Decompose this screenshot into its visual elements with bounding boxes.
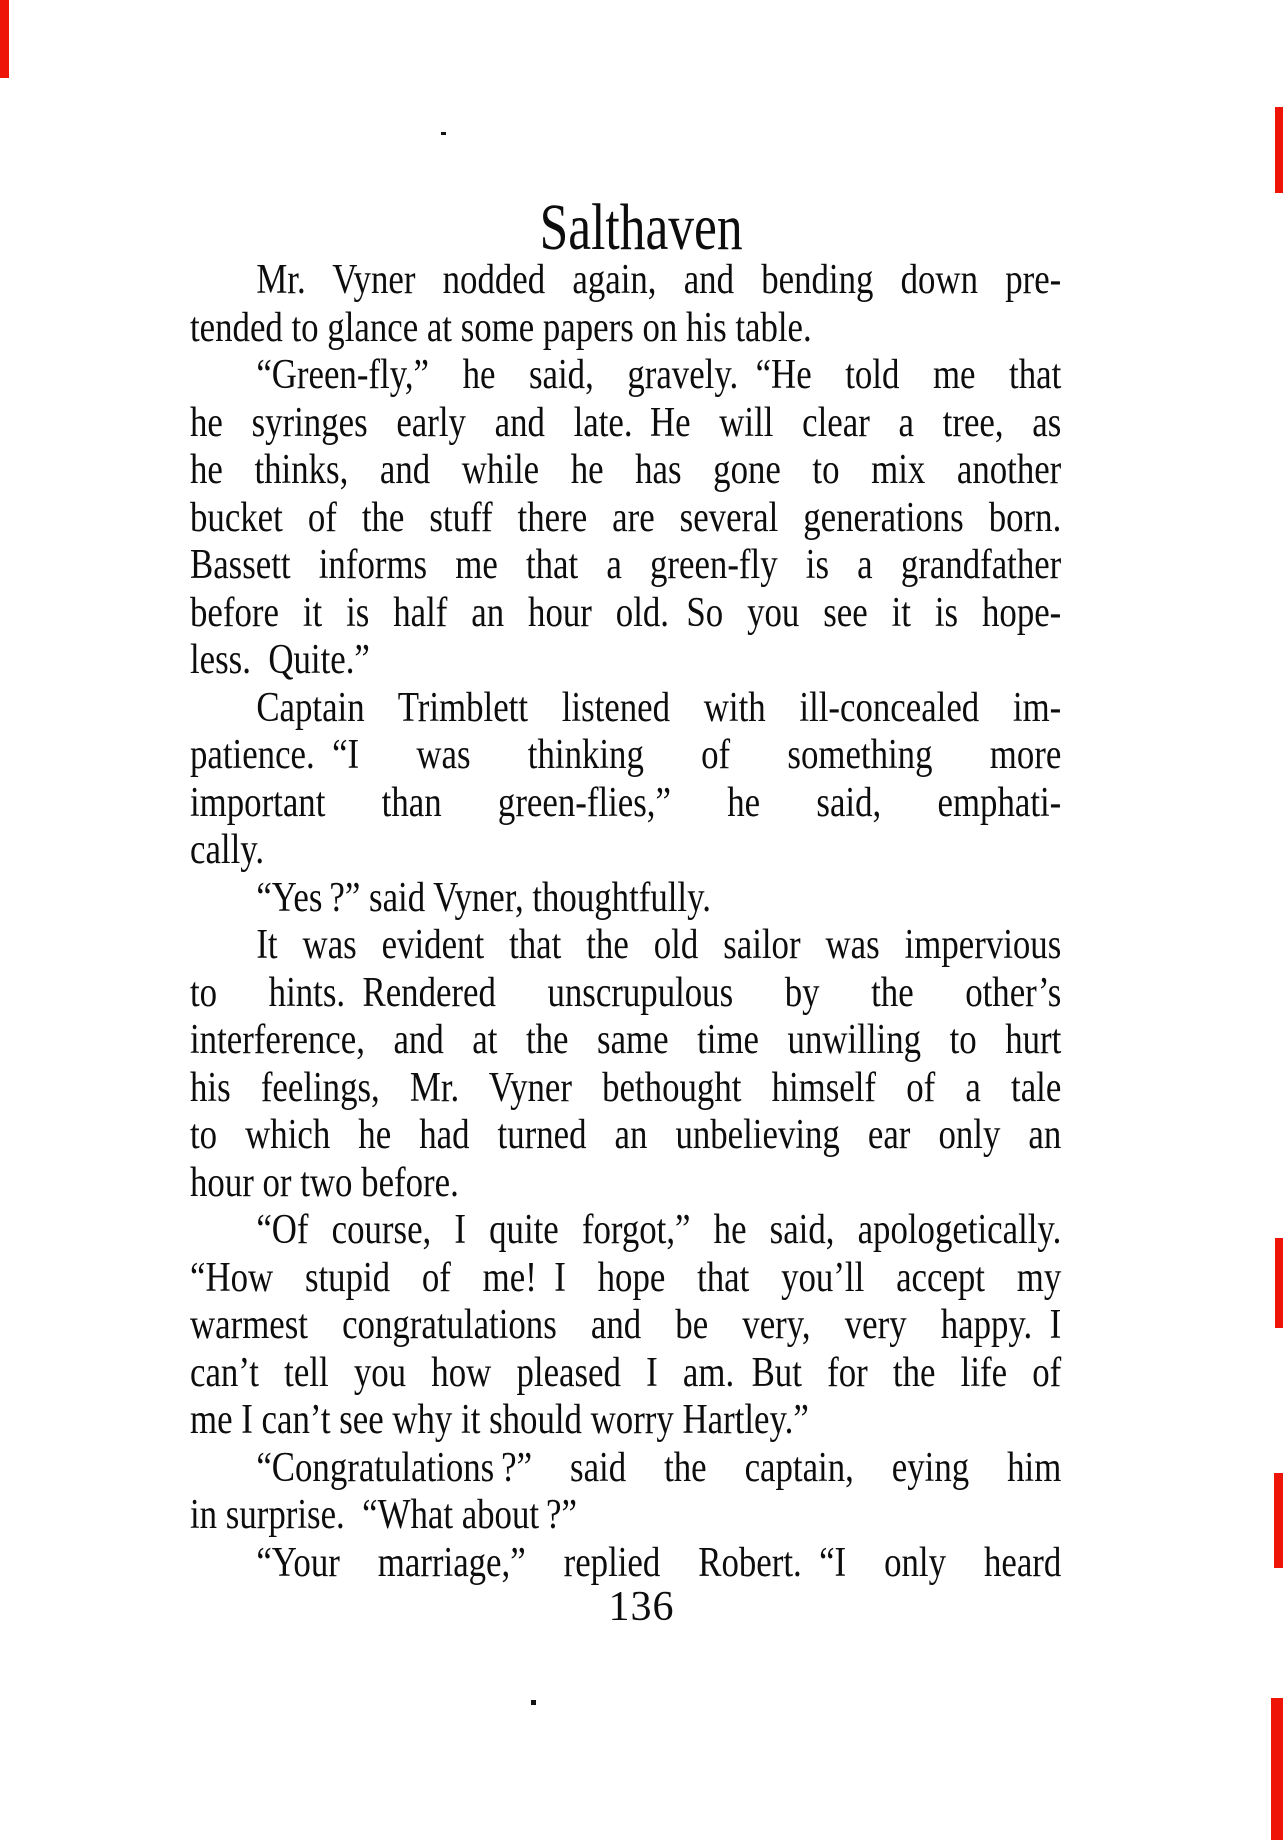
text-line: cally. (190, 827, 265, 873)
text-line: important than green-flies,” he said, emphati- (190, 779, 1062, 826)
text-line: “How stupid of me! I hope that you’ll accept my (190, 1254, 1062, 1301)
text-line: tended to glance at some papers on his table. (190, 304, 812, 351)
page-title (0, 191, 1283, 264)
text-line: interference, and at the same time unwilling to hurt (190, 1017, 1062, 1063)
text-line: “Of course, I quite forgot,” he said, apologetically. (256, 1207, 1062, 1253)
text-line: to which he had turned an unbelieving ear only an (190, 1112, 1062, 1158)
page-title-text: Salthaven (539, 191, 743, 264)
red-edge-mark (0, 0, 9, 78)
text-line: his feelings, Mr. Vyner bethought himself of a tale (190, 1064, 1062, 1111)
text-line: warmest congratulations and be very, very happy. I (190, 1302, 1062, 1348)
text-line: me I can’t see why it should worry Hartley.” (190, 1397, 809, 1443)
text-line: “Congratulations ?” said the captain, eying him (256, 1444, 1062, 1491)
text-line: bucket of the stuff there are several generations born. (190, 494, 1062, 541)
text-line: “Yes ?” said Vyner, thoughtfully. (256, 874, 711, 921)
ink-dot (441, 132, 446, 135)
text-line: he syringes early and late. He will clear a tree, as (190, 399, 1062, 446)
red-edge-mark (1275, 107, 1283, 193)
text-line: less. Quite.” (190, 637, 370, 683)
text-line: Bassett informs me that a green-fly is a grandfather (190, 542, 1062, 588)
text-line: Mr. Vyner nodded again, and bending down pre- (256, 257, 1062, 303)
red-edge-mark (1275, 1238, 1283, 1328)
text-line: hour or two before. (190, 1159, 459, 1206)
text-line: in surprise. “What about ?” (190, 1492, 577, 1538)
ink-dot (531, 1700, 536, 1705)
text-line: can’t tell you how pleased I am. But for the life of (190, 1349, 1062, 1396)
text-line: It was evident that the old sailor was impervious (256, 922, 1062, 968)
text-line: “Your marriage,” replied Robert. “I only heard (256, 1539, 1062, 1586)
page-number: 136 (608, 1584, 675, 1630)
text-line: Captain Trimblett listened with ill-concealed im- (256, 684, 1062, 731)
red-edge-mark (1271, 1698, 1283, 1840)
text-line: to hints. Rendered unscrupulous by the other’s (190, 969, 1062, 1016)
text-line: “Green-fly,” he said, gravely. “He told me that (256, 352, 1062, 398)
text-line: patience. “I was thinking of something more (190, 732, 1062, 778)
body-text (190, 257, 1061, 1587)
text-line: before it is half an hour old. So you see it is hope- (190, 589, 1062, 636)
text-line: he thinks, and while he has gone to mix another (190, 447, 1062, 493)
red-edge-mark (1274, 1473, 1283, 1568)
